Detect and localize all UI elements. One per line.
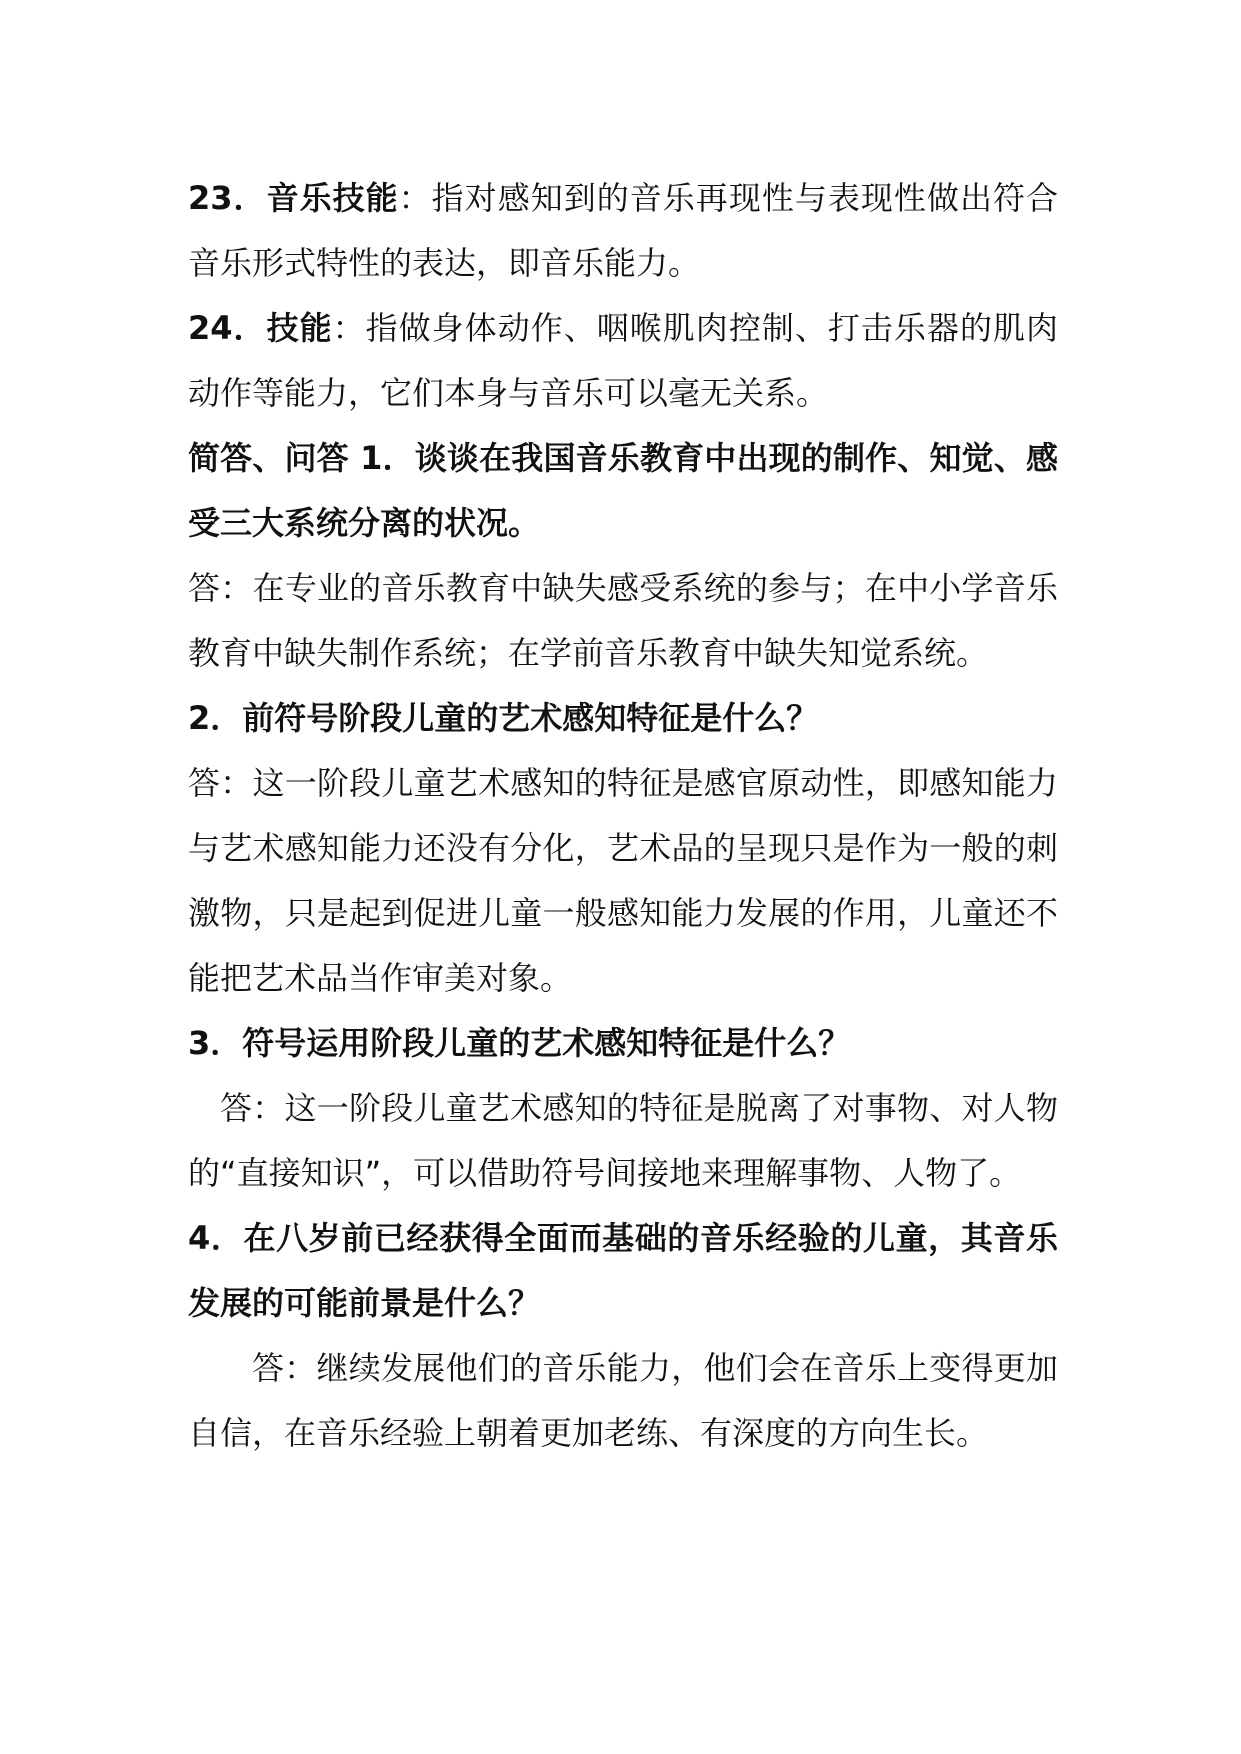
term-definition: ：指对感知到的音乐再现性与表现性做出符合音乐形式特性的表达，即音乐能力。 (188, 179, 1058, 282)
document-page (188, 166, 1058, 1466)
term-entry-23 (188, 166, 1058, 296)
question-4: 4．在八岁前已经获得全面而基础的音乐经验的儿童，其音乐发展的可能前景是什么？ (188, 1219, 1058, 1322)
question-3: 3．符号运用阶段儿童的艺术感知特征是什么？ (188, 1024, 851, 1062)
term-title: 23．音乐技能 (188, 179, 399, 217)
answer-4: 答：继续发展他们的音乐能力，他们会在音乐上变得更加自信，在音乐经验上朝着更加老练、有深度的方向生长。 (188, 1349, 1058, 1452)
term-entry-24 (188, 296, 1058, 426)
question-1: 简答、问答 1．谈谈在我国音乐教育中出现的制作、知觉、感受三大系统分离的状况。 (188, 439, 1058, 542)
question-2: 2．前符号阶段儿童的艺术感知特征是什么？ (188, 699, 819, 737)
answer-1: 答：在专业的音乐教育中缺失感受系统的参与；在中小学音乐教育中缺失制作系统；在学前音乐教育中缺失知觉系统。 (188, 569, 1058, 672)
answer-2: 答：这一阶段儿童艺术感知的特征是感官原动性，即感知能力与艺术感知能力还没有分化，艺术品的呈现只是作为一般的刺激物，只是起到促进儿童一般感知能力发展的作用，儿童还不能把艺术品当作审美对象。 (188, 764, 1058, 997)
term-title: 24．技能 (188, 309, 333, 347)
term-definition: ：指做身体动作、咽喉肌肉控制、打击乐器的肌肉动作等能力，它们本身与音乐可以毫无关系。 (188, 309, 1058, 412)
answer-3: 答：这一阶段儿童艺术感知的特征是脱离了对事物、对人物的“直接知识”，可以借助符号间接地来理解事物、人物了。 (188, 1089, 1058, 1192)
